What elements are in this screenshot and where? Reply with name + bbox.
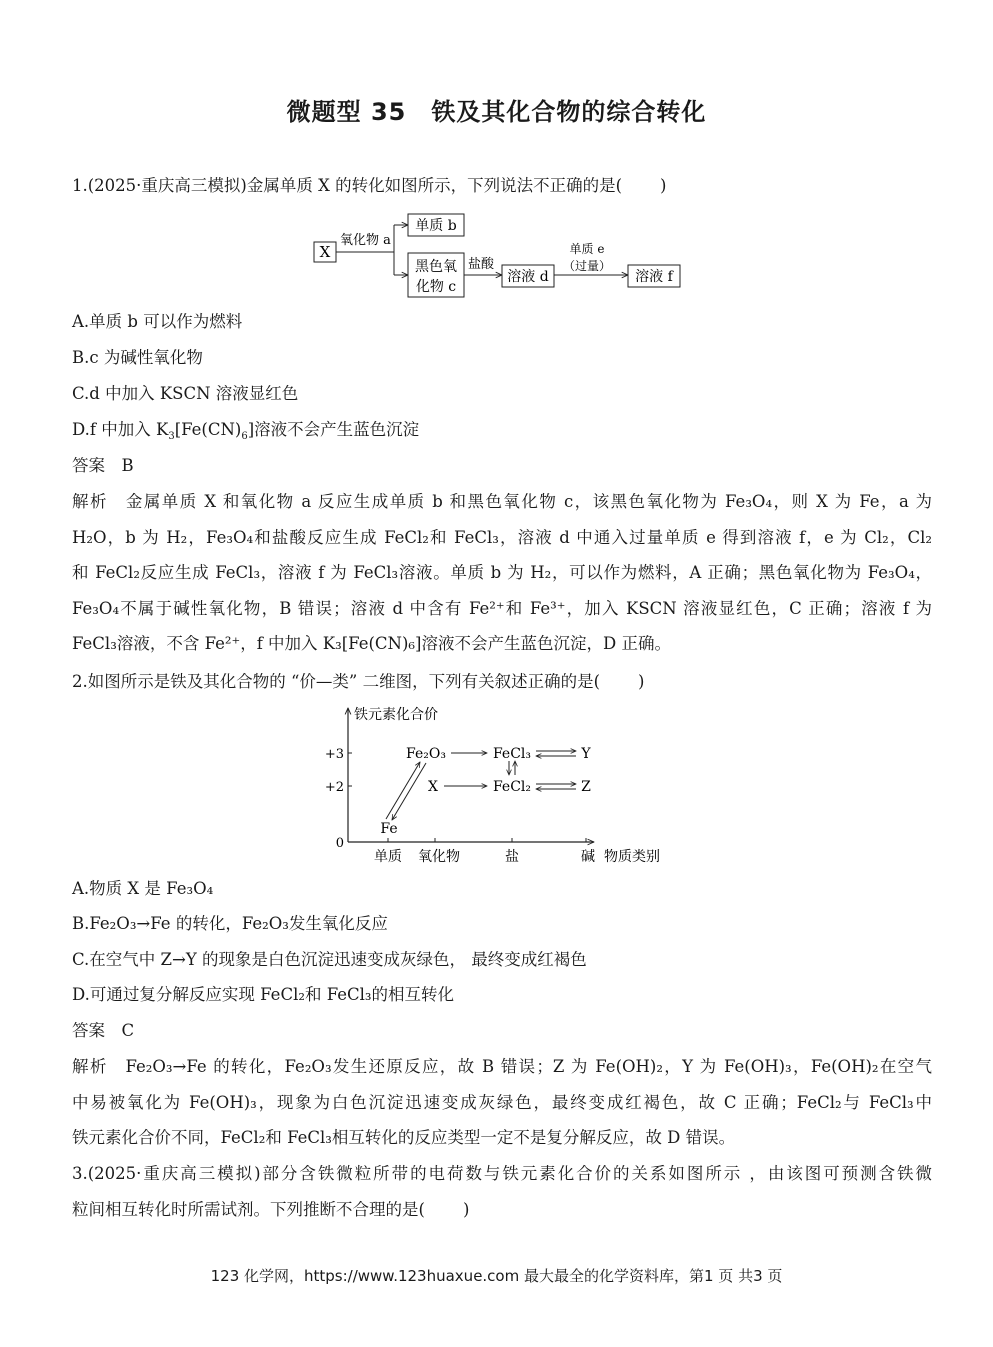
q1-stem-text: 1.(2025·重庆高三模拟)金属单质 X 的转化如图所示，下列说法不正确的是( bbox=[72, 176, 623, 195]
node-x: X bbox=[428, 779, 438, 795]
q3-stem-line-2 bbox=[72, 1192, 932, 1228]
y-tick-3: +3 bbox=[324, 747, 344, 762]
q1-stem bbox=[72, 174, 666, 198]
x-cat-simple: 单质 bbox=[374, 849, 402, 865]
q2-analysis-line: 铁元素化合价不同，FeCl₂和 FeCl₃相互转化的反应类型一定不是复分解反应，故 D 错误。 bbox=[72, 1128, 736, 1148]
page-footer: 123 化学网，https://www.123huaxue.com 最大最全的化学资料库，第1 页 共3 页 bbox=[210, 1267, 783, 1285]
label-excess: （过量） bbox=[562, 259, 612, 273]
label-black-c-1: 黑色氧 bbox=[415, 259, 457, 275]
q1-option-b: B.c 为碱性氧化物 bbox=[72, 348, 203, 367]
x-cat-oxide: 氧化物 bbox=[418, 849, 460, 865]
q1-analysis-line: FeCl₃溶液，不含 Fe²⁺，f 中加入 K₃[Fe(CN)₆]溶液不会产生蓝色沉淀，D 正确。 bbox=[72, 634, 671, 654]
label-simple-b: 单质 b bbox=[415, 218, 457, 234]
q2-stem-end: ) bbox=[638, 672, 645, 691]
label-black-c-2: 化物 c bbox=[415, 279, 457, 295]
node-y: Y bbox=[581, 746, 591, 762]
q1-stem-end: ) bbox=[660, 176, 667, 195]
label-hcl: 盐酸 bbox=[468, 257, 495, 272]
x-cat-salt: 盐 bbox=[505, 849, 519, 865]
node-fe: Fe bbox=[380, 821, 398, 837]
q3-stem-end: ) bbox=[462, 1199, 470, 1219]
node-z: Z bbox=[581, 779, 591, 795]
q1-flow-diagram bbox=[300, 208, 700, 300]
q2-stem-text: 2.如图所示是铁及其化合物的 “价—类” 二维图，下列有关叙述正确的是( bbox=[72, 672, 601, 691]
q1-analysis-line: H₂O，b 为 H₂，Fe₃O₄和盐酸反应生成 FeCl₂和 FeCl₃，溶液 d 中通入过量单质 e 得到溶液 f，e 为 Cl₂，Cl₂ bbox=[72, 527, 932, 547]
q2-valence-class-chart bbox=[322, 702, 682, 868]
x-cat-base: 碱 bbox=[581, 849, 595, 865]
q2-option-c: C.在空气中 Z→Y 的现象是白色沉淀迅速变成灰绿色， 最终变成红褐色 bbox=[72, 950, 587, 969]
diagram-x: X bbox=[319, 243, 331, 261]
label-simple-e: 单质 e bbox=[569, 242, 605, 256]
page-title: 微题型 35 铁及其化合物的综合转化 bbox=[286, 98, 707, 126]
q1-option-d-sub: 3 bbox=[168, 431, 175, 442]
q1-analysis-line: 解析 金属单质 X 和氧化物 a 反应生成单质 b 和黑色氧化物 c，该黑色氧化物为 Fe₃O₄，则 X 为 Fe，a 为 bbox=[72, 492, 932, 511]
q3-stem-text: 粒间相互转化时所需试剂。下列推断不合理的是( bbox=[72, 1199, 425, 1219]
q3-stem bbox=[72, 1156, 932, 1227]
q1-answer: 答案 B bbox=[72, 456, 134, 475]
q3-stem-line: 3.(2025·重庆高三模拟)部分含铁微粒所带的电荷数与铁元素化合价的关系如图所示 ，由该图可预测含铁微 bbox=[72, 1164, 932, 1183]
label-sol-f: 溶液 f bbox=[635, 269, 673, 285]
q1-analysis bbox=[72, 484, 932, 662]
q1-analysis-line: 和 FeCl₂反应生成 FeCl₃，溶液 f 为 FeCl₃溶液。单质 b 为 H₂，可以作为燃料，A 正确；黑色氧化物为 Fe₃O₄， bbox=[72, 563, 932, 583]
x-axis-label: 物质类别 bbox=[604, 849, 660, 865]
label-oxide-a: 氧化物 a bbox=[340, 233, 391, 248]
q2-option-a: A.物质 X 是 Fe₃O₄ bbox=[72, 879, 214, 898]
label-sol-d: 溶液 d bbox=[507, 269, 549, 285]
q2-analysis-line: 中易被氧化为 Fe(OH)₃，现象为白色沉淀迅速变成灰绿色，最终变成红褐色，故 C 正确；FeCl₂与 FeCl₃中 bbox=[72, 1092, 932, 1112]
q1-analysis-line: Fe₃O₄不属于碱性氧化物，B 错误；溶液 d 中含有 Fe²⁺和 Fe³⁺，加入 KSCN 溶液显红色，C 正确；溶液 f 为 bbox=[72, 598, 932, 618]
q2-analysis-line: 解析 Fe₂O₃→Fe 的转化，Fe₂O₃发生还原反应，故 B 错误；Z 为 Fe(OH)₂，Y 为 Fe(OH)₃，Fe(OH)₂在空气 bbox=[72, 1057, 932, 1076]
q1-option-c: C.d 中加入 KSCN 溶液显红色 bbox=[72, 384, 299, 403]
q2-stem bbox=[72, 670, 644, 694]
y-tick-2: +2 bbox=[324, 780, 344, 795]
q1-option-d bbox=[72, 418, 419, 442]
q2-option-d: D.可通过复分解反应实现 FeCl₂和 FeCl₃的相互转化 bbox=[72, 985, 455, 1004]
q2-analysis bbox=[72, 1049, 932, 1156]
q1-option-d-mid: [Fe(CN) bbox=[174, 420, 242, 439]
y-tick-0: 0 bbox=[335, 836, 344, 851]
q1-option-d-post: ]溶液不会产生蓝色沉淀 bbox=[247, 420, 420, 439]
node-fecl2: FeCl₂ bbox=[492, 779, 532, 795]
node-fecl3: FeCl₃ bbox=[492, 746, 532, 762]
q1-option-d-sub2: 6 bbox=[241, 431, 248, 442]
node-fe2o3: Fe₂O₃ bbox=[406, 746, 446, 762]
q2-option-b: B.Fe₂O₃→Fe 的转化，Fe₂O₃发生氧化反应 bbox=[72, 914, 388, 933]
q2-answer: 答案 C bbox=[72, 1021, 135, 1040]
q1-option-a: A.单质 b 可以作为燃料 bbox=[72, 312, 243, 331]
y-axis-label: 铁元素化合价 bbox=[354, 707, 438, 723]
q1-option-d-pre: D.f 中加入 K bbox=[72, 420, 169, 439]
